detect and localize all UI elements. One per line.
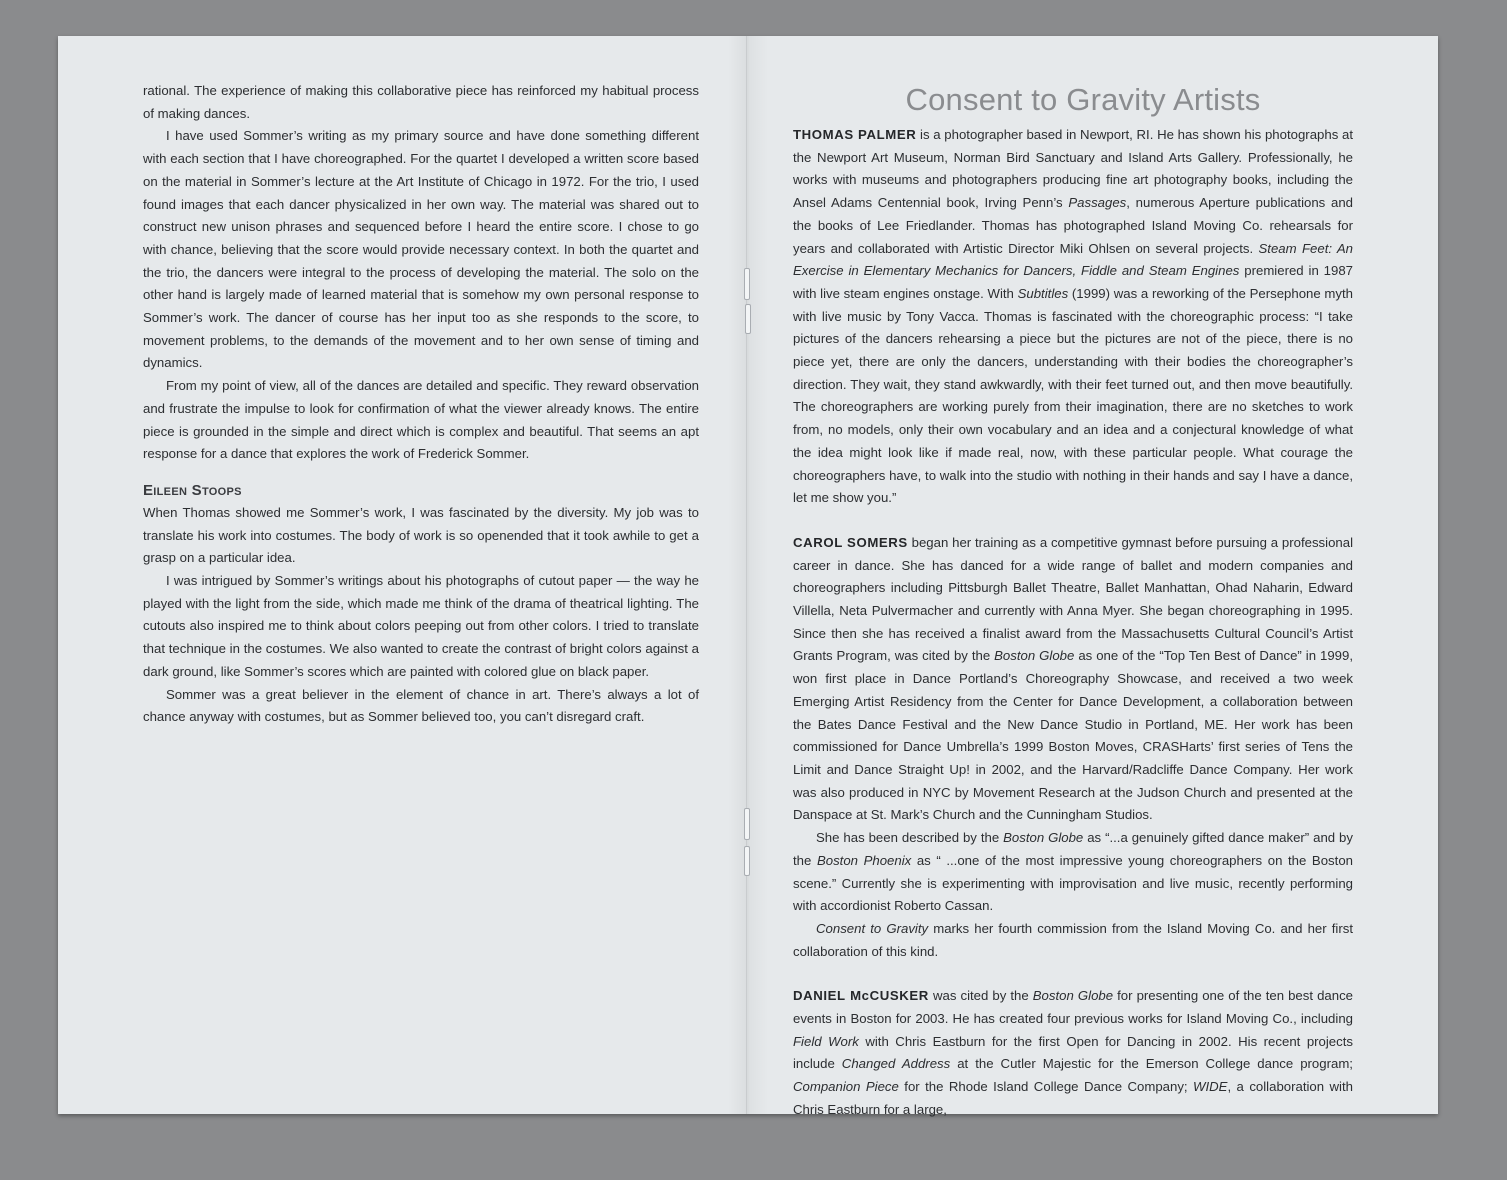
- work-title: Steam Feet: An Exercise in Elementary Mechanics for Dancers, Fiddle and Steam Engines: [793, 240, 1353, 279]
- paragraph-continuation: rational. The experience of making this collaborative piece has reinforced my habitual process of making dances.: [143, 83, 699, 121]
- bio-text: is a photographer based in Newport, RI. He has shown his photographs at the Newport Art Museum, Norman Bird Sanctuary and Island Arts Gallery. Professionally, he works with museums and photographers producing fine art photography books, including the Ansel Adams Centennial book, Irving Penn’s: [793, 127, 1353, 211]
- bio-text: She has been described by the: [816, 830, 1004, 846]
- bio-daniel-mccusker: [793, 985, 1353, 1121]
- spine-shadow: [728, 36, 768, 1114]
- work-title: Changed Address: [841, 1056, 951, 1072]
- page-title: Consent to Gravity Artists: [905, 82, 1261, 117]
- work-title: Consent to Gravity: [816, 920, 929, 936]
- staple-bottom: [744, 808, 750, 840]
- bio-text: as one of the “Top Ten Best of Dance” in 1999, won first place in Dance Portland’s Choreography Showcase, and received a two week Emerging Artist Residency from the Center for Dance Development, a collaboration between the Bates Dance Festival and the New Dance Studio in Portland, ME. Her work has been commissioned for Dance Umbrella’s 1999 Boston Moves, CRASHarts’ first series of Tens the Limit and Dance Straight Up! in 2002, and the Harvard/Radcliffe Dance Company. Her work was also produced in NYC by Movement Research at the Judson Church and presented at the Danspace at St. Mark’s Church and the Cunningham Studios.: [793, 648, 1354, 823]
- spine-fold: [746, 36, 747, 1114]
- publication-name: Boston Globe: [1032, 988, 1114, 1004]
- work-title: Subtitles: [1017, 285, 1069, 301]
- artist-name: THOMAS PALMER: [793, 127, 917, 142]
- bio-text: for presenting one of the ten best dance events in Boston for 2003. He has created four previous works for Island Moving Co., including: [793, 988, 1354, 1027]
- right-page: [793, 80, 1353, 1122]
- paragraph-eileen-3: Sommer was a great believer in the element of chance in art. There’s always a lot of chance anyway with costumes, but as Sommer believed too, you can’t disregard craft.: [143, 686, 699, 725]
- staple-top-lower: [745, 304, 751, 334]
- staple-bottom-lower: [744, 846, 750, 876]
- left-page: [143, 80, 699, 729]
- bio-text: premiered in 1987 with live steam engines onstage. With: [793, 263, 1353, 301]
- booklet-spread: [58, 36, 1438, 1117]
- bio-text: for the Rhode Island College Dance Company;: [898, 1079, 1194, 1095]
- artist-name: CAROL SOMERS: [793, 534, 908, 550]
- bio-text: began her training as a competitive gymnast before pursuing a professional career in dance. She has danced for a wide range of ballet and modern companies and choreographers including Pittsburgh Ballet Theatre, Ballet Manhattan, Ohad Naharin, Edward Villella, Neta Pulvermacher and currently with Anna Myer. She began choreographing in 1995. Since then she has received a finalist award from the Massachusetts Cultural Council’s Artist Grants Program, was cited by the: [793, 534, 1353, 664]
- bio-thomas-palmer: [793, 124, 1353, 510]
- heading-eileen-stoops: Eileen Stoops: [143, 481, 242, 499]
- paragraph-eileen-1: When Thomas showed me Sommer’s work, I was fascinated by the diversity. My job was to translate his work into costumes. The body of work is so openended that it took awhile to get a grasp on a particular idea.: [143, 504, 699, 566]
- work-title: Field Work: [793, 1033, 859, 1049]
- work-title: Passages: [1068, 195, 1127, 211]
- bio-text: , a collaboration with Chris Eastburn for a large,: [793, 1079, 1353, 1117]
- bio-carol-somers: [793, 532, 1353, 827]
- bio-text: with Chris Eastburn for the first Open for Dancing in 2002. His recent projects include: [793, 1033, 1353, 1072]
- publication-name: Boston Globe: [1003, 830, 1084, 846]
- bio-text: as “ ...one of the most impressive young choreographers on the Boston scene.” Currently she is experimenting with improvisation and live music, recently performing with accordionist Roberto Cassan.: [793, 852, 1353, 914]
- artist-name: DANIEL McCUSKER: [793, 988, 929, 1004]
- bio-text: (1999) was a reworking of the Persephone myth with live music by Tony Vacca. Thomas is fascinated with the choreographic process: “I take pictures of the dancers rehearsing a piece but the pictures are not of the piece, there is no piece yet, there are only the dancers, understanding with their bodies the choreographer’s direction. They wait, they stand awkwardly, with their feet turned out, and then move beautifully. The choreographers are working purely from their imagination, there are no sketches to work from, no models, only their own vocabulary and an idea and a conjectural knowledge of what the idea might look like if made real, now, with these particular people. What courage the choreographers have, to walk into the studio with nothing in their hands and say I have a dance, let me show you.”: [793, 285, 1353, 506]
- bio-text: as “...a genuinely gifted dance maker” and by the: [793, 830, 1353, 868]
- publication-name: Boston Phoenix: [816, 852, 912, 868]
- staple-top: [744, 268, 750, 300]
- publication-name: Boston Globe: [994, 648, 1075, 664]
- paragraph-eileen-2: I was intrigued by Sommer’s writings about his photographs of cutout paper — the way he played with the light from the side, which made me think of the drama of theatrical lighting. The cutouts also inspired me to think about colors peeping out from other colors. I tried to translate that technique in the costumes. We also wanted to create the contrast of bright colors against a dark ground, like Sommer’s scores which are painted with colored glue on black paper.: [143, 573, 699, 679]
- work-title: Companion Piece: [793, 1079, 899, 1095]
- bio-text: , numerous Aperture publications and the books of Lee Friedlander. Thomas has photographed Island Moving Co. rehearsals for years and collaborated with Artistic Director Miki Ohlsen on several projects.: [793, 195, 1353, 256]
- work-title: WIDE: [1193, 1079, 1228, 1095]
- bio-text: at the Cutler Majestic for the Emerson College dance program;: [950, 1056, 1353, 1072]
- bio-carol-somers-3: [793, 918, 1353, 963]
- paragraph-sommer-writing: I have used Sommer’s writing as my primary source and have done something different with each section that I have choreographed. For the quartet I developed a written score based on the material in Sommer’s lecture at the Art Institute of Chicago in 1972. For the trio, I used found images that each dancer physicalized in her own way. The material was shared out to construct new unison phrases and sequenced before I heard the entire score. I chose to go with chance, believing that the score would provide necessary context. In both the quartet and the trio, the dancers were integral to the process of developing the material. The solo on the other hand is largely made of learned material that is somehow my own personal response to Sommer’s work. The dancer of course has her input too as she responds to the score, to movement problems, to the demands of the movement and to her own sense of timing and dynamics.: [143, 128, 699, 371]
- bio-text: marks her fourth commission from the Island Moving Co. and her first collaboration of this kind.: [793, 920, 1353, 959]
- paragraph-point-of-view: From my point of view, all of the dances are detailed and specific. They reward observation and frustrate the impulse to look for confirmation of what the viewer already knows. The entire piece is grounded in the simple and direct which is complex and beautiful. That seems an apt response for a dance that explores the work of Frederick Sommer.: [143, 378, 699, 462]
- bio-text: was cited by the: [928, 988, 1033, 1004]
- bio-carol-somers-2: [793, 827, 1353, 918]
